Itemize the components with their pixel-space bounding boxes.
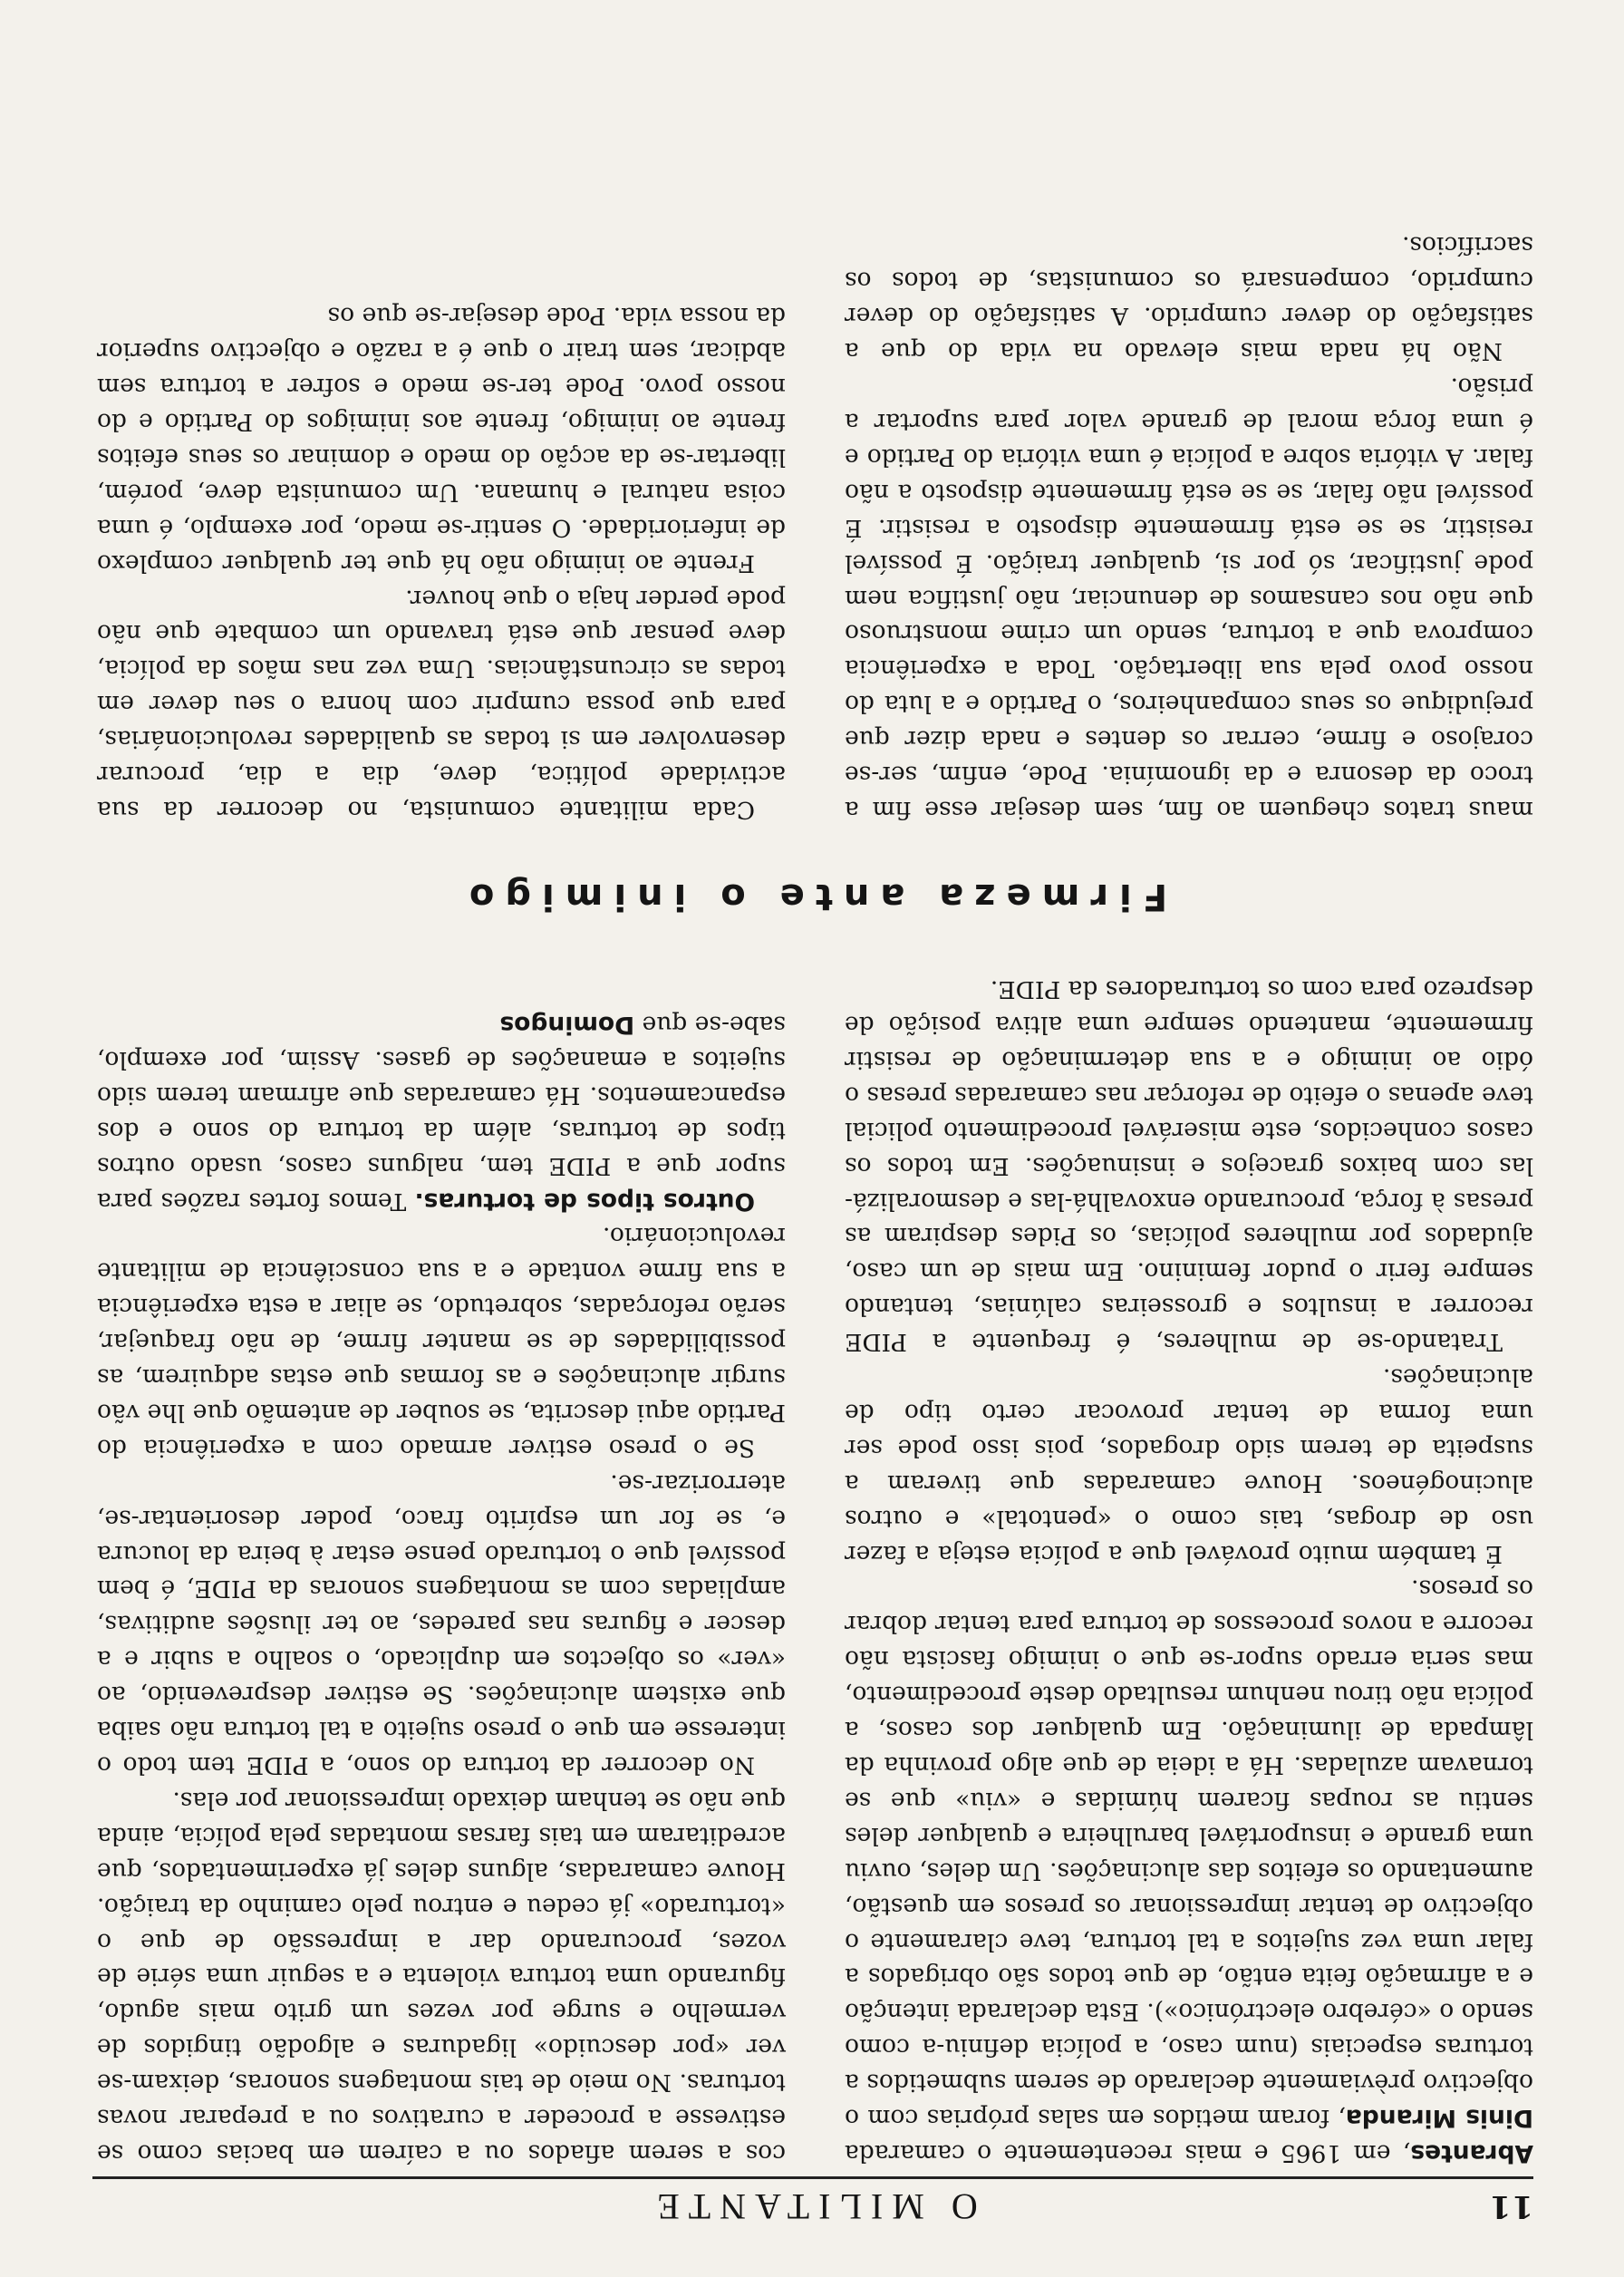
paragraph: [97, 1218, 786, 1465]
paragraph: [97, 1465, 786, 1782]
paragraph: [845, 368, 1533, 827]
bold-lead: Dinis Miranda: [1345, 2104, 1533, 2133]
bold-lead: Domingos: [499, 1011, 635, 1039]
column-right-top: [97, 1006, 786, 2170]
paragraph-text: , em 1965 e mais recentemente o camarada: [845, 2139, 1411, 2167]
bold-lead: Abrantes: [1410, 2139, 1533, 2167]
paragraph: [845, 971, 1533, 1359]
paragraph-text: Cada militante comunista, no decorrer da sua actividade política, deve, dia a dia, procurar desenvolver em si todas as qualidades revolucionárias, para que possa cumprir com honra o seu dever em todas as circunstâncias. Uma vez nas mãos da polícia, deve pensar que está travando um combate que não pode perder haja o que houver.: [97, 584, 786, 824]
header-rule: [92, 2176, 1533, 2179]
running-title: O MILITANTE: [648, 2186, 978, 2227]
paragraph-text: Temos fortes razões para supor que a PIDE tem, nalguns casos, usado outros tipos de torturas, além da tortura do sono e dos espancamentos. Há camaradas que afirmam terem sido sujeitos a emanações de gases. Assim, por exemplo, sabe-se que: [97, 1011, 786, 1216]
paragraph-text: É também muito provável que a polícia esteja a fazer uso de drogas, tais como o «pentotal» e outros alucinogéneos. Houve camaradas que tiveram a suspeita de terem sido drogados, pois isso pode ser uma forma de tentar provocar certo tipo de alucinações.: [845, 1363, 1533, 1568]
bold-lead: Outros tipos de torturas.: [414, 1187, 755, 1216]
paragraph: [97, 1006, 786, 1217]
page-header: [92, 2177, 1533, 2241]
section-title: Firmeza ante o inimigo: [458, 876, 1168, 917]
page-number: 11: [1488, 2188, 1533, 2224]
paragraph-text: No decorrer da tortura do sono, a PIDE tem todo o interesse em que o preso sujeito a tal tortura não saiba que existem alucinações. Se estiver desprevenido, ao «ver» os objectos em duplicado, o soalho a subir e a descer e figuras nas paredes, ao ter ilusões auditivas, ampliadas com as montagens sonoras da PIDE, é bem possível que o torturado pense estar à beira da loucura e, se for um espírito fraco, poder desorientar-se, aterrorizar-se.: [97, 1468, 786, 1780]
paragraph-text: Se o preso estiver armado com a experiência do Partido aqui descrita, se souber de antemão que lhe vão surgir alucinações e as formas que estas adquirem, as possibilidades de se manter firme, de não fraquejar, serão reforçadas, sobretudo, se aliar a esta experiência a sua firme vontade e a sua consciência de militante revolucionário.: [97, 1222, 786, 1462]
paragraph-text: Não há nada mais elevado na vida do que a satisfação do dever cumprido. A satisfação do dever cumprido, compensará os comunistas, de todos os sacrifícios.: [845, 231, 1533, 366]
column-left-top: [845, 971, 1533, 2170]
column-right-bottom: [97, 297, 786, 827]
paragraph: [845, 1571, 1533, 2170]
paragraph: [97, 297, 786, 579]
column-left-bottom: [845, 228, 1533, 827]
paragraph-text: cos a serem afiados ou a caírem em bacias como se estivesse a proceder a curativos ou a preparar novas torturas. No meio de tais montagens sonoras, deixam-se ver «por descuido» ligaduras e algodão tingidos de vermelho e surge por vezes um grito mais agudo, figurando uma tortura violenta e a seguir uma série de vozes, procurando dar a impressão de que o «torturado» já cedeu e entrou pelo caminho da traição. Houve camaradas, alguns deles já experimentados, que acreditaram em tais farsas montadas pela polícia, ainda que não se tenham deixado impressionar por elas.: [97, 1786, 786, 2167]
paragraph-text: Frente ao inimigo não há que ter qualquer complexo de inferioridade. O sentir-se medo, por exemplo, é uma coisa natural e humana. Um comunista deve, porém, libertar-se da acção do medo e dominar os seus efeitos frente ao inimigo, frente aos inimigos do Partido e do nosso povo. Pode ter-se medo e sofrer a tortura sem abdicar, sem trair o que é a razão e objectivo superior da nossa vida. Pode desejar-se que os: [97, 302, 786, 577]
paragraph-text: Tratando-se de mulheres, é frequente a PIDE recorrer a insultos e grosseiras calúnias, tentando sempre ferir o pudor feminino. Em mais de um caso, ajudados por mulheres polícias, os Pides despiram as presas à força, procurando enxovalhá-las e desmoralizá-las com baixos gracejos e insinuações. Em todos os casos conhecidos, este miserável procedimento policial teve apenas o efeito de reforçar nas camaradas presas o ódio ao inimigo e a sua determinação de resistir firmemente, mantendo sempre uma altiva posição de desprezo para com os torturadores da PIDE.: [845, 975, 1533, 1357]
paragraph: [97, 1782, 786, 2170]
paragraph-text: maus tratos cheguem ao fim, sem desejar esse fim a troco da desonra e da ignomínia. Pode, enfim, ser-se corajoso e firme, cerrar os dentes e nada dizer que prejudique os seus companheiros, o Partido e a luta do nosso povo pela sua libertação. Toda a experiência comprova que a tortura, sendo um crime monstruoso que não nos cansamos de denunciar, não justifica nem pode justificar, só por si, qualquer traição. É possível resistir, se se está firmemente disposto a resistir. É possível não falar, se se está firmemente disposto a não falar. A vitória sobre a polícia é uma vitória do Partido e é uma força moral de grande valor para suportar a prisão.: [845, 373, 1533, 824]
paragraph: [97, 580, 786, 827]
paragraph-text: , foram metidos em salas próprias com o objectivo prèviamente declarado de serem submetidos a torturas especiais (num caso, a polícia definiu-a como sendo o «cérebro electrónico»). Esta declarada intenção e a afirmação feita então, de que todos são obrigados a falar uma vez sujeitos a tal tortura, teve claramente o objectivo de tentar impressionar os presos em questão, aumentando os efeitos das alucinações. Um deles, ouviu uma grande e insuportável barulheira e qualquer deles sentiu as roupas ficarem húmidas e «viu» que se tornavam azuladas. Há a ideia de que algo provinha da lâmpada de iluminação. Em qualquer dos casos, a polícia não tirou nenhum resultado deste procedimento, mas seria errado supor-se que o inimigo fascista não recorre a novos processos de tortura para tentar dobrar os presos.: [845, 1575, 1533, 2133]
paragraph: [845, 228, 1533, 369]
paragraph: [845, 1359, 1533, 1570]
